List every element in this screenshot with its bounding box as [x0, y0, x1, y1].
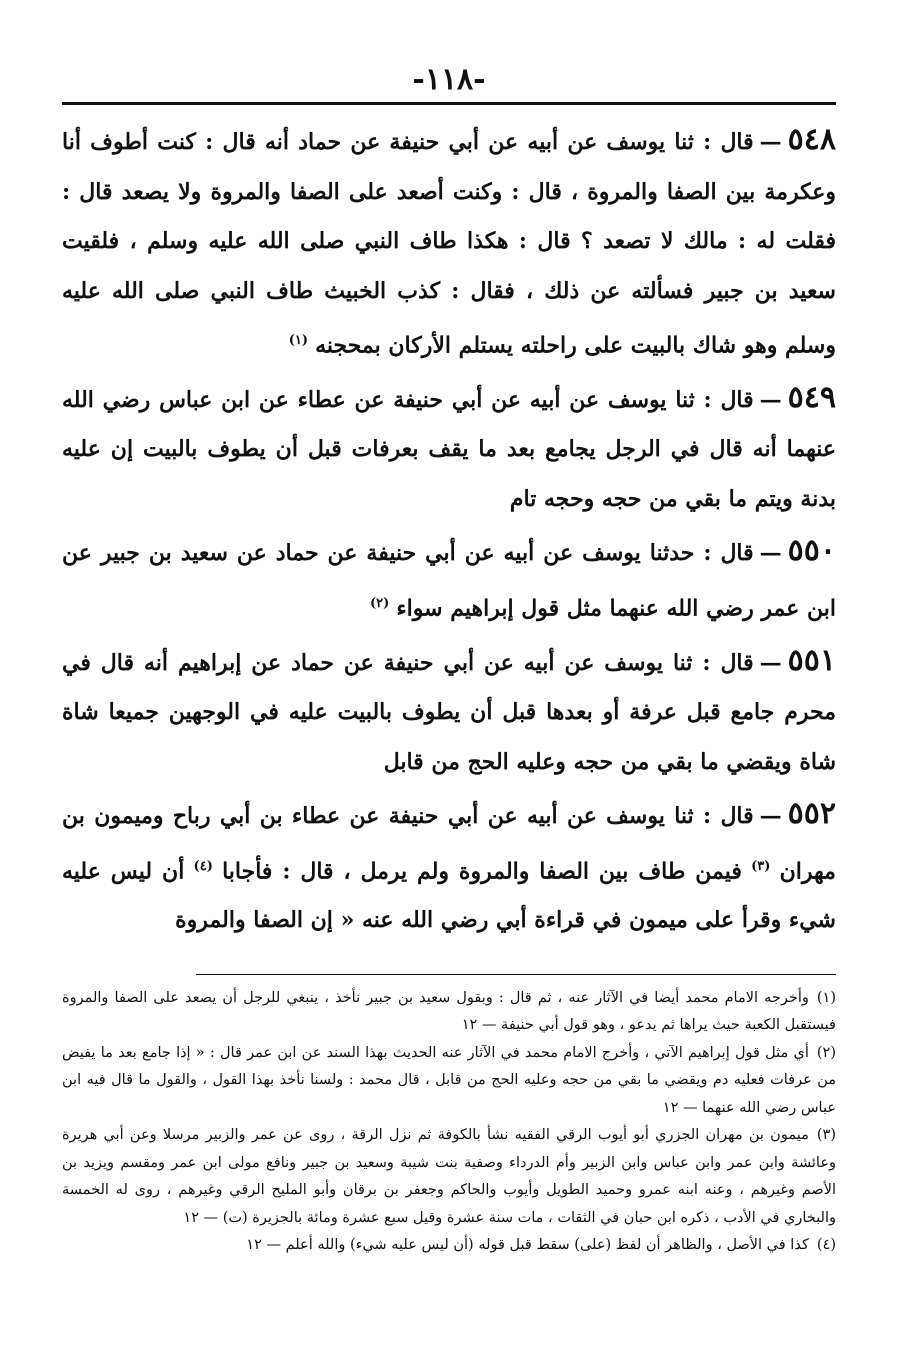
footnote-rule: [196, 974, 836, 975]
hadith-number: ٥٤٩: [787, 379, 836, 415]
footnote-mark: (٢): [370, 595, 390, 611]
footnote-text: أي مثل قول إبراهيم الآتي ، وأخرج الامام محمد في الآثار عنه الحديث بهذا السند عن ابن عمر قال : « إذا جامع بعد ما يفيض من عرفات فعليه دم ويقضي ما بقي من حجه وعليه الحج من قابل ، قال محمد : ولسنا نأخذ بهذا القول ، والقول ما قال فيه ابن عباس رضي الله عنهما — ١٢: [62, 1044, 836, 1116]
hadith-dash: —: [759, 386, 782, 413]
hadith-550: [62, 526, 836, 633]
hadith-number: ٥٥٠: [787, 533, 836, 569]
hadith-number: ٥٥٢: [787, 796, 836, 832]
hadith-text: أن ليس عليه شيء وقرأ على ميمون في قراءة أبي رضي الله عنه « إن الصفا والمروة: [62, 857, 836, 934]
hadith-text: فيمن طاف بين الصفا والمروة ولم يرمل ، قال : فأجابا: [222, 857, 742, 884]
footnotes: [62, 985, 836, 1260]
footnote-mark: (٤): [193, 858, 213, 874]
footnote-number: (٤): [816, 1237, 836, 1254]
hadith-number: ٥٥١: [787, 642, 836, 678]
hadith-549: [62, 373, 836, 525]
footnote-number: (٣): [816, 1127, 836, 1144]
hadith-text: قال : حدثنا يوسف عن أبيه عن أبي حنيفة عن حماد عن سعيد بن جبير عن ابن عمر رضي الله عنهما مثل قول إبراهيم سواء: [62, 540, 836, 622]
hadith-dash: —: [759, 803, 782, 830]
footnote-text: ميمون بن مهران الجزري أبو أيوب الرقي الفقيه نشأ بالكوفة ثم نزل الرقة ، روى عن عمر والزبير مرسلا وعن أبي هريرة وعائشة وابن عمر وابن عباس وابن الزبير وأم الدرداء وصفية بنت شيبة وسعيد بن جبير ونافع مولى ابن عمر ومقسم ويزيد بن الأصم وغيرهم ، وعنه ابنه عمرو وحميد الطويل وأيوب والحاكم وجعفر بن برقان وأبو المليح الرقي وغيرهم ، روى له الخمسة والبخاري في الأدب ، ذكره ابن حبان في الثقات ، مات سنة عشرة وقيل سبع عشرة ومائة بالجزيرة (ت) — ١٢: [62, 1127, 836, 1226]
hadith-548: [62, 115, 836, 371]
footnote-number: (٢): [816, 1044, 836, 1061]
page-number: -١١٨-: [412, 62, 486, 97]
footnote-text: كذا في الأصل ، والظاهر أن لفظ (على) سقط قبل قوله (أن ليس عليه شيء) والله أعلم — ١٢: [246, 1237, 809, 1254]
hadith-text: قال : ثنا يوسف عن أبيه عن أبي حنيفة عن حماد عن إبراهيم أنه قال في محرم جامع قبل عرفة أو بعدها قبل أن يطوف بالبيت عليه في الوجهين جميعا شاة شاة ويقضي ما بقي من حجه وعليه الحج من قابل: [62, 649, 836, 775]
hadith-number: ٥٤٨: [787, 122, 836, 157]
footnote: [62, 1122, 836, 1232]
footnote: [62, 1232, 836, 1260]
footnote: [62, 1040, 836, 1123]
footnote-mark: (٣): [751, 858, 771, 874]
hadith-text: قال : ثنا يوسف عن أبيه عن أبي حنيفة عن عطاء بن أبي رباح وميمون بن مهران: [62, 803, 836, 884]
hadith-dash: —: [759, 649, 782, 676]
hadith-text: قال : ثنا يوسف عن أبيه عن أبي حنيفة عن عطاء عن ابن عباس رضي الله عنهما أنه قال في الرجل يجامع بعد ما يقف بعرفات قبل أن يطوف بالبيت إن عليه بدنة ويتم ما بقي من حجه وحجه تام: [62, 386, 836, 512]
header-rule: [62, 102, 836, 105]
hadith-551: [62, 636, 836, 788]
hadith-dash: —: [759, 540, 782, 567]
footnote-mark: (١): [288, 333, 309, 348]
footnote-text: وأخرجه الامام محمد أيضا في الآثار عنه ، ثم قال : وبقول سعيد بن جبير نأخذ ، ينبغي للرجل أن يصعد على الصفا والمروة فيستقبل الكعبة حيث يراها ثم يدعو ، وهو قول أبي حنيفة — ١٢: [62, 989, 836, 1034]
hadith-dash: —: [759, 129, 782, 155]
hadith-text: قال : ثنا يوسف عن أبيه عن أبي حنيفة عن حماد أنه قال : كنت أطوف أنا وعكرمة بين الصفا والمروة ، قال : وكنت أصعد على الصفا والمروة ولا يصعد قال : فقلت له : مالك لا تصعد ؟ قال : هكذا طاف النبي صلى الله عليه وسلم ، فلقيت سعيد بن جبير فسألته عن ذلك ، فقال : كذب الخبيث طاف النبي صلى الله عليه وسلم وهو شاك بالبيت على راحلته يستلم الأركان بمحجنه: [62, 129, 836, 359]
footnote: [62, 985, 836, 1040]
footnote-number: (١): [816, 989, 836, 1006]
hadith-552: [62, 789, 836, 946]
